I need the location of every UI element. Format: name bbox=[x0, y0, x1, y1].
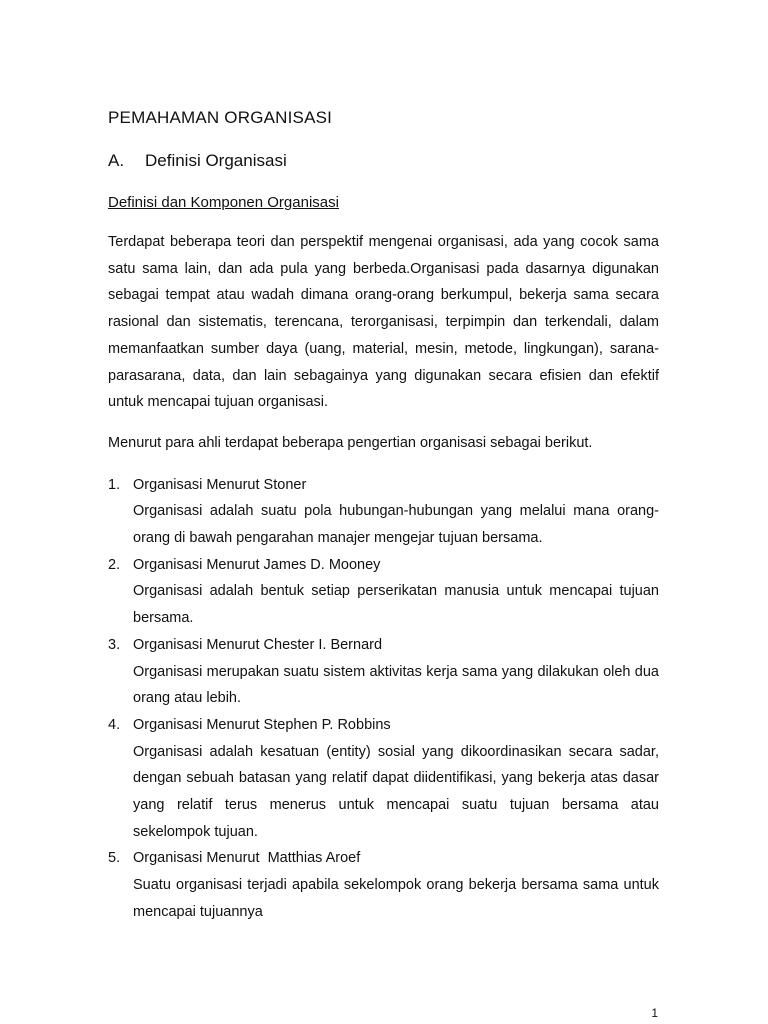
list-item-heading: Organisasi Menurut Chester I. Bernard bbox=[133, 636, 383, 653]
list-item-number: 1. bbox=[108, 476, 121, 493]
document-page bbox=[108, 108, 659, 926]
list-item-number: 2. bbox=[108, 556, 121, 573]
list-item-number: 4. bbox=[108, 716, 121, 733]
list-item-text: Suatu organisasi terjadi apabila sekelompok orang bekerja bersama sama untuk mencapai tujuannya bbox=[133, 877, 659, 920]
intro-paragraph: Menurut para ahli terdapat beberapa pengertian organisasi sebagai berikut. bbox=[108, 435, 593, 452]
list-item bbox=[108, 472, 659, 552]
list-item-heading: Organisasi Menurut Stephen P. Robbins bbox=[133, 716, 391, 733]
list-item-text: Organisasi adalah bentuk setiap perserikatan manusia untuk mencapai tujuan bersama. bbox=[133, 583, 659, 627]
list-item bbox=[108, 712, 659, 846]
list-item-number: 3. bbox=[108, 636, 121, 653]
section-letter: A. bbox=[108, 151, 125, 170]
list-item-heading: Organisasi Menurut Stoner bbox=[133, 476, 307, 493]
page-number: 1 bbox=[651, 1006, 658, 1020]
list-item bbox=[108, 845, 659, 925]
list-item-text: Organisasi merupakan suatu sistem aktivitas kerja sama yang dilakukan oleh dua orang atau lebih. bbox=[133, 663, 659, 707]
list-item-text: Organisasi adalah suatu pola hubungan-hubungan yang melalui mana orang-orang di bawah pengarahan manajer mengejar tujuan bersama. bbox=[133, 503, 659, 547]
section-heading bbox=[108, 151, 659, 171]
body-paragraph: Terdapat beberapa teori dan perspektif mengenai organisasi, ada yang cocok sama satu sama lain, dan ada pula yang berbeda.Organisasi pada dasarnya digunakan sebagai tempat atau wadah dimana orang-orang berkumpul, bekerja sama secara rasional dan sistematis, terencana, terorganisasi, terpimpin dan terkendali, dalam memanfaatkan sumber daya (uang, material, mesin, metode, lingkungan), sarana-parasarana, data, dan lain sebagainya yang digunakan secara efisien dan efektif untuk mencapai tujuan organisasi. bbox=[108, 234, 659, 411]
document-title: PEMAHAMAN ORGANISASI bbox=[108, 108, 333, 127]
list-item-text: Organisasi adalah kesatuan (entity) sosial yang dikoordinasikan secara sadar, dengan sebuah batasan yang relatif dapat diidentifikasi, yang bekerja atas dasar yang relatif terus menerus untuk mencapai suatu tujuan bersama atau sekelompok tujuan. bbox=[133, 743, 659, 840]
subheading: Definisi dan Komponen Organisasi bbox=[108, 194, 339, 211]
list-item-heading: Organisasi Menurut James D. Mooney bbox=[133, 556, 381, 573]
list-item bbox=[108, 552, 659, 632]
list-item-number: 5. bbox=[108, 850, 121, 867]
section-title: Definisi Organisasi bbox=[145, 151, 287, 170]
definition-list bbox=[108, 472, 659, 926]
list-item-heading: Organisasi Menurut Matthias Aroef bbox=[133, 850, 361, 867]
list-item bbox=[108, 632, 659, 712]
